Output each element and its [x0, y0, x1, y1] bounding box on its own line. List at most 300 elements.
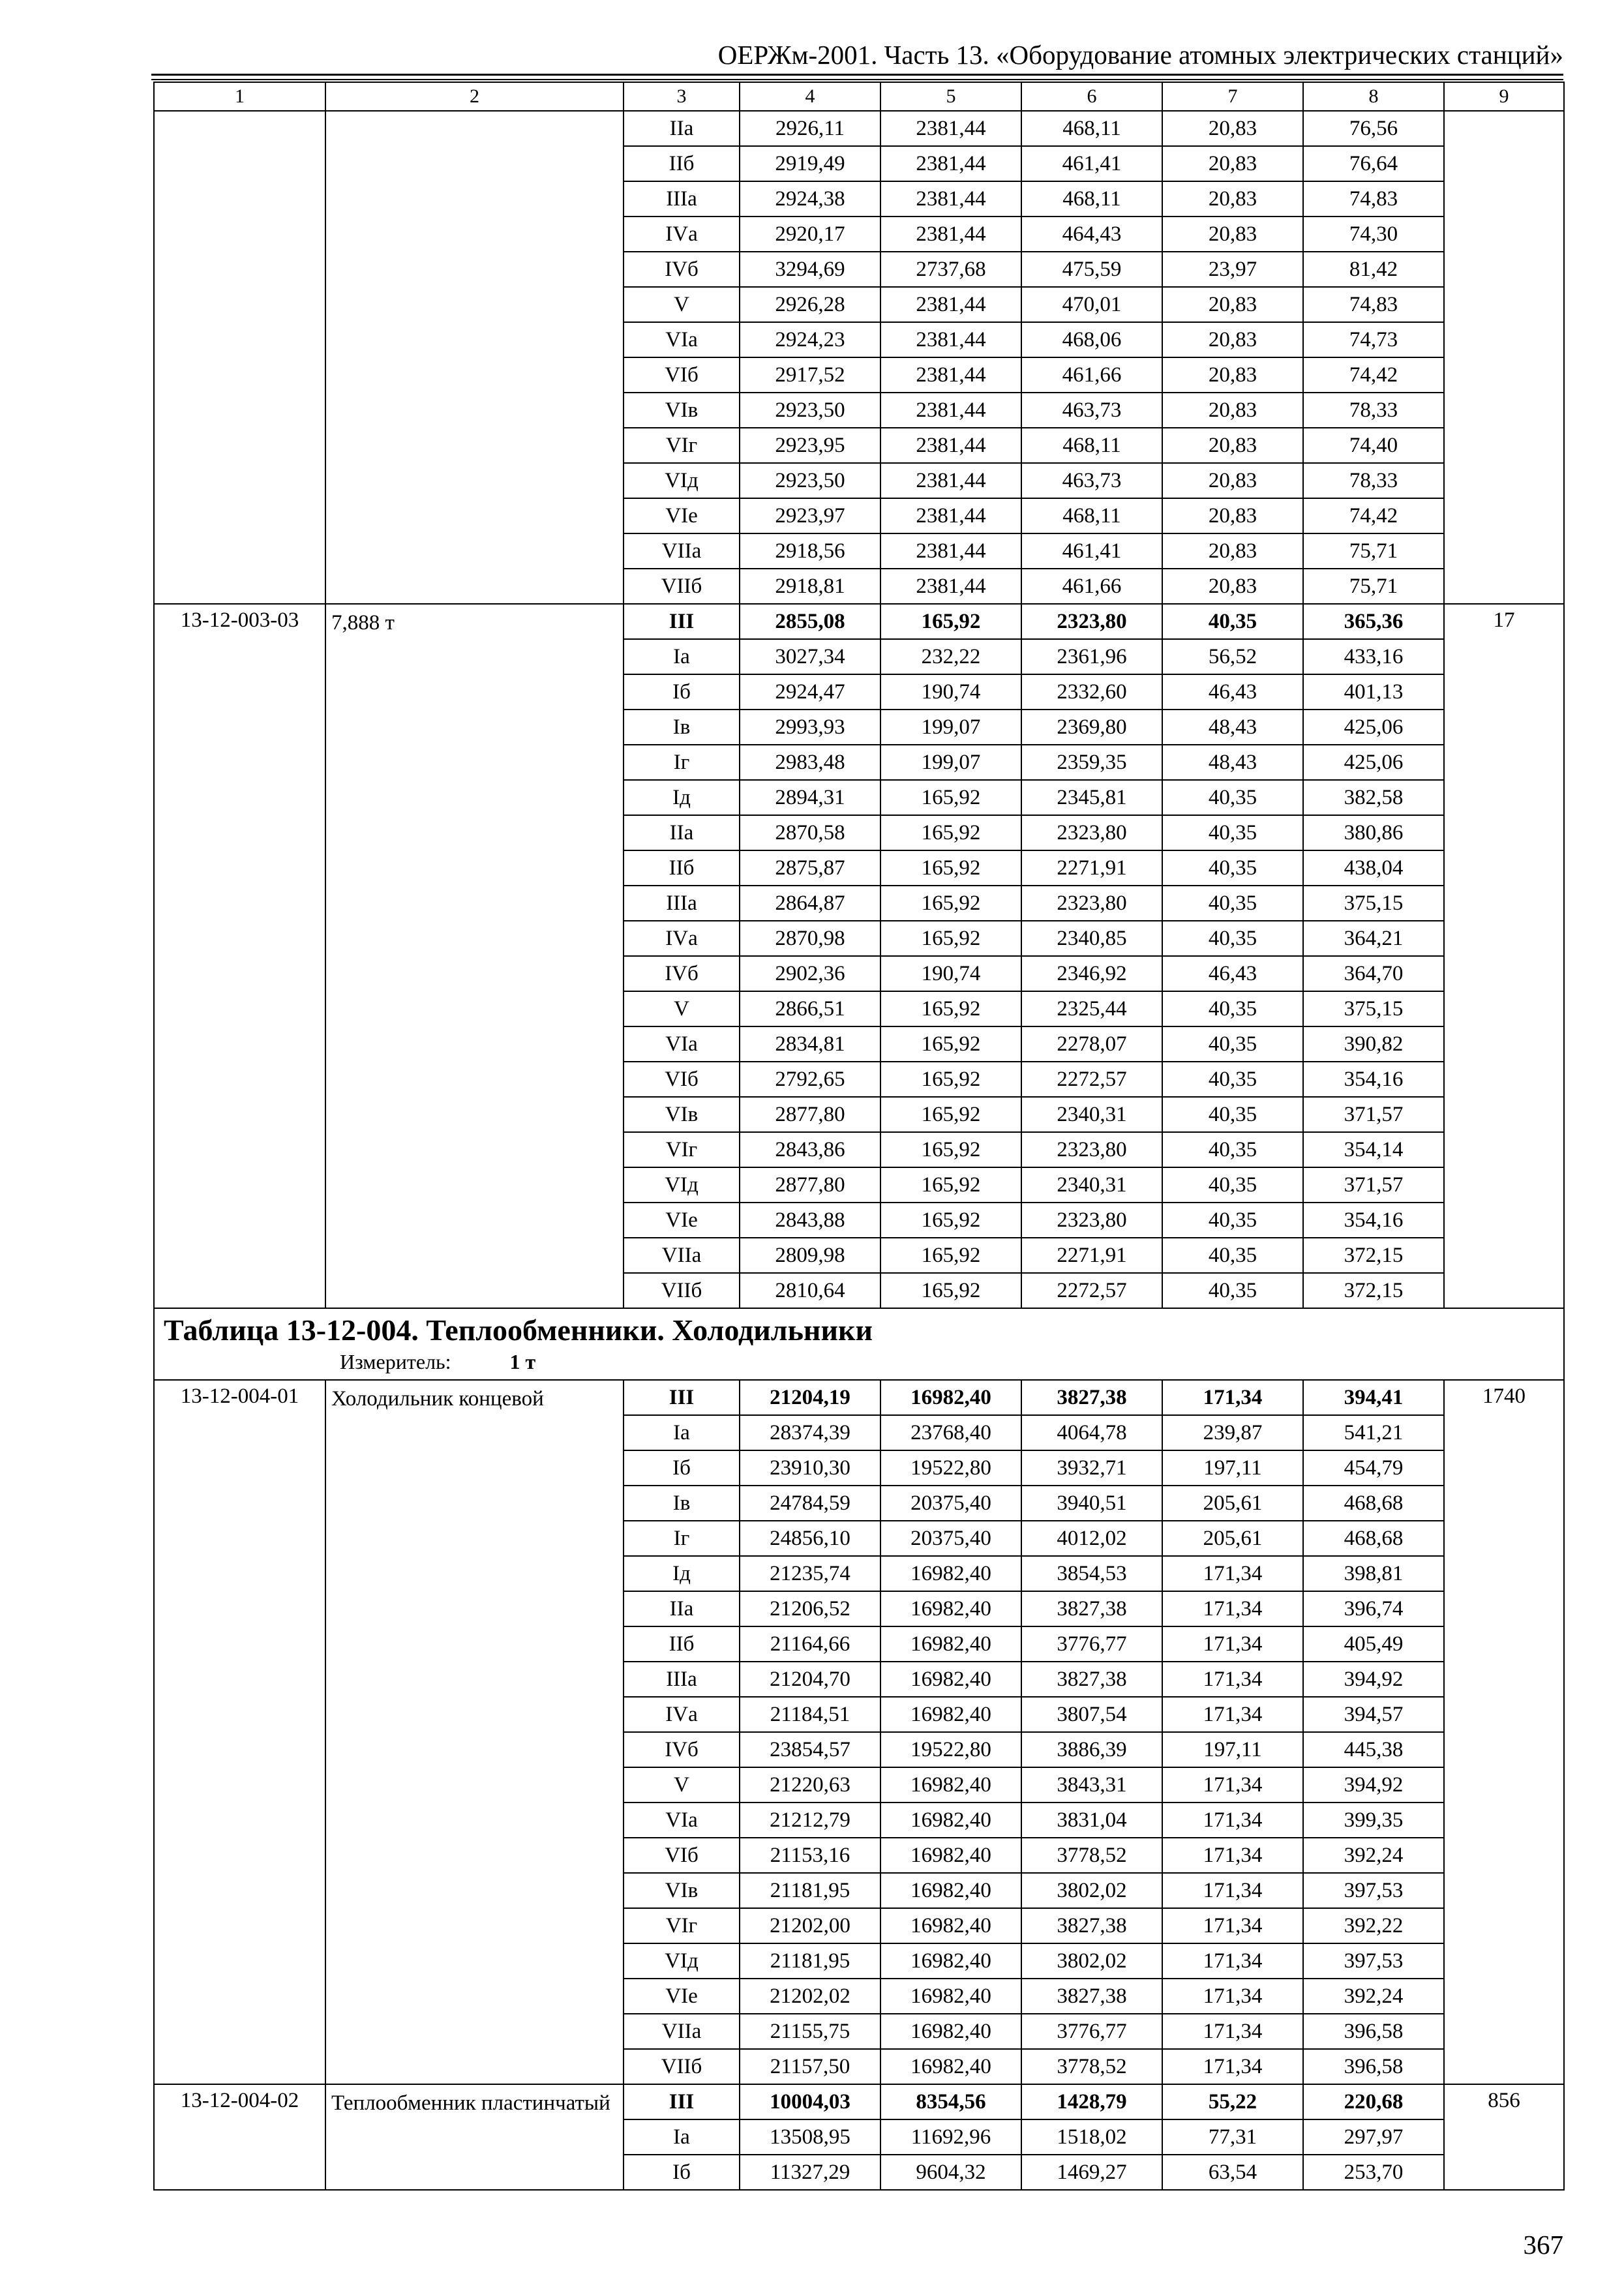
total-cost-cell: 11327,29	[740, 2155, 880, 2190]
zone-cell: IVа	[624, 217, 740, 252]
driver-wages-cell: 171,34	[1162, 1979, 1303, 2014]
wages-cell: 16982,40	[880, 1943, 1021, 1979]
driver-wages-cell: 20,83	[1162, 428, 1303, 463]
total-cost-cell: 24856,10	[740, 1521, 880, 1556]
wages-cell: 2381,44	[880, 181, 1021, 217]
zone-cell: VIд	[624, 463, 740, 498]
total-cost-cell: 2866,51	[740, 991, 880, 1026]
wages-cell: 190,74	[880, 674, 1021, 710]
total-cost-cell: 2983,48	[740, 745, 880, 780]
wages-cell: 2381,44	[880, 357, 1021, 393]
page-header-title: ОЕРЖм-2001. Часть 13. «Оборудование атомных электрических станций»	[717, 40, 1563, 70]
wages-cell: 199,07	[880, 745, 1021, 780]
driver-wages-cell: 40,35	[1162, 850, 1303, 886]
machines-cell: 4064,78	[1021, 1415, 1162, 1450]
wages-cell: 165,92	[880, 815, 1021, 850]
column-number-cell: 4	[740, 82, 880, 111]
total-cost-cell: 2843,86	[740, 1132, 880, 1167]
machines-cell: 464,43	[1021, 217, 1162, 252]
materials-cell: 76,64	[1303, 146, 1444, 181]
materials-cell: 541,21	[1303, 1415, 1444, 1450]
machines-cell: 470,01	[1021, 287, 1162, 322]
zone-cell: VIIа	[624, 533, 740, 569]
driver-wages-cell: 40,35	[1162, 1273, 1303, 1308]
total-cost-cell: 2926,11	[740, 111, 880, 146]
driver-wages-cell: 171,34	[1162, 1943, 1303, 1979]
zone-cell: IVб	[624, 1732, 740, 1767]
materials-cell: 375,15	[1303, 991, 1444, 1026]
driver-wages-cell: 171,34	[1162, 1662, 1303, 1697]
total-cost-cell: 23910,30	[740, 1450, 880, 1486]
driver-wages-cell: 40,35	[1162, 991, 1303, 1026]
materials-cell: 365,36	[1303, 604, 1444, 639]
machines-cell: 3778,52	[1021, 1838, 1162, 1873]
driver-wages-cell: 197,11	[1162, 1450, 1303, 1486]
wages-cell: 232,22	[880, 639, 1021, 674]
machines-cell: 2361,96	[1021, 639, 1162, 674]
materials-cell: 354,14	[1303, 1132, 1444, 1167]
total-cost-cell: 2923,97	[740, 498, 880, 533]
zone-cell: VIIа	[624, 1238, 740, 1273]
table-row	[154, 2084, 1564, 2119]
zone-cell: IVб	[624, 956, 740, 991]
machines-cell: 3827,38	[1021, 1662, 1162, 1697]
zone-cell: VIIб	[624, 569, 740, 604]
labor-cell: 856	[1444, 2084, 1564, 2190]
machines-cell: 2340,31	[1021, 1097, 1162, 1132]
zone-cell: VIIб	[624, 1273, 740, 1308]
wages-cell: 2381,44	[880, 393, 1021, 428]
machines-cell: 2332,60	[1021, 674, 1162, 710]
total-cost-cell: 21220,63	[740, 1767, 880, 1803]
wages-cell: 16982,40	[880, 2014, 1021, 2049]
zone-cell: Iв	[624, 710, 740, 745]
materials-cell: 74,42	[1303, 357, 1444, 393]
item-code: 13-12-003-03	[154, 604, 325, 1308]
wages-cell: 2381,44	[880, 498, 1021, 533]
driver-wages-cell: 56,52	[1162, 639, 1303, 674]
wages-cell: 165,92	[880, 1238, 1021, 1273]
driver-wages-cell: 40,35	[1162, 1097, 1303, 1132]
total-cost-cell: 2855,08	[740, 604, 880, 639]
machines-cell: 4012,02	[1021, 1521, 1162, 1556]
materials-cell: 425,06	[1303, 710, 1444, 745]
item-name: 7,888 т	[325, 604, 624, 1308]
machines-cell: 3802,02	[1021, 1873, 1162, 1908]
machines-cell: 2345,81	[1021, 780, 1162, 815]
zone-cell: VIб	[624, 357, 740, 393]
machines-cell: 3854,53	[1021, 1556, 1162, 1591]
unit-label: Измеритель:	[340, 1349, 451, 1373]
total-cost-cell: 2926,28	[740, 287, 880, 322]
machines-cell: 2272,57	[1021, 1062, 1162, 1097]
machines-cell: 3831,04	[1021, 1803, 1162, 1838]
total-cost-cell: 23854,57	[740, 1732, 880, 1767]
total-cost-cell: 2792,65	[740, 1062, 880, 1097]
total-cost-cell: 21202,00	[740, 1908, 880, 1943]
driver-wages-cell: 20,83	[1162, 463, 1303, 498]
driver-wages-cell: 171,34	[1162, 1591, 1303, 1626]
machines-cell: 3843,31	[1021, 1767, 1162, 1803]
zone-cell: VIе	[624, 498, 740, 533]
wages-cell: 16982,40	[880, 1908, 1021, 1943]
item-name: Холодильник концевой	[325, 1380, 624, 2084]
total-cost-cell: 21184,51	[740, 1697, 880, 1732]
total-cost-cell: 2923,50	[740, 393, 880, 428]
machines-cell: 475,59	[1021, 252, 1162, 287]
machines-cell: 3827,38	[1021, 1979, 1162, 2014]
total-cost-cell: 2924,47	[740, 674, 880, 710]
machines-cell: 2323,80	[1021, 815, 1162, 850]
wages-cell: 165,92	[880, 780, 1021, 815]
column-number-row	[154, 82, 1564, 111]
table-body	[154, 82, 1564, 2190]
zone-cell: Iб	[624, 2155, 740, 2190]
machines-cell: 2323,80	[1021, 604, 1162, 639]
table-row	[154, 111, 1564, 146]
wages-cell: 165,92	[880, 1203, 1021, 1238]
column-number-cell: 2	[325, 82, 624, 111]
materials-cell: 382,58	[1303, 780, 1444, 815]
wages-cell: 165,92	[880, 604, 1021, 639]
driver-wages-cell: 40,35	[1162, 780, 1303, 815]
wages-cell: 20375,40	[880, 1521, 1021, 1556]
wages-cell: 16982,40	[880, 1591, 1021, 1626]
machines-cell: 2272,57	[1021, 1273, 1162, 1308]
materials-cell: 74,83	[1303, 181, 1444, 217]
zone-cell: IIб	[624, 850, 740, 886]
total-cost-cell: 2809,98	[740, 1238, 880, 1273]
machines-cell: 3776,77	[1021, 1626, 1162, 1662]
driver-wages-cell: 46,43	[1162, 674, 1303, 710]
zone-cell: VIд	[624, 1167, 740, 1203]
total-cost-cell: 3027,34	[740, 639, 880, 674]
total-cost-cell: 2870,58	[740, 815, 880, 850]
item-name: Теплообменник пластинчатый	[325, 2084, 624, 2190]
driver-wages-cell: 20,83	[1162, 111, 1303, 146]
driver-wages-cell: 46,43	[1162, 956, 1303, 991]
wages-cell: 2381,44	[880, 569, 1021, 604]
materials-cell: 74,73	[1303, 322, 1444, 357]
wages-cell: 165,92	[880, 886, 1021, 921]
labor-cell: 17	[1444, 604, 1564, 1308]
total-cost-cell: 3294,69	[740, 252, 880, 287]
zone-cell: VIа	[624, 1803, 740, 1838]
machines-cell: 468,11	[1021, 428, 1162, 463]
machines-cell: 3776,77	[1021, 2014, 1162, 2049]
driver-wages-cell: 20,83	[1162, 498, 1303, 533]
materials-cell: 468,68	[1303, 1486, 1444, 1521]
driver-wages-cell: 171,34	[1162, 1626, 1303, 1662]
materials-cell: 392,22	[1303, 1908, 1444, 1943]
labor-cell	[1444, 111, 1564, 604]
wages-cell: 2381,44	[880, 463, 1021, 498]
table-row	[154, 604, 1564, 639]
machines-cell: 3827,38	[1021, 1591, 1162, 1626]
wages-cell: 165,92	[880, 1167, 1021, 1203]
zone-cell: Iб	[624, 1450, 740, 1486]
zone-cell: Iв	[624, 1486, 740, 1521]
wages-cell: 16982,40	[880, 1838, 1021, 1873]
column-number-cell: 6	[1021, 82, 1162, 111]
driver-wages-cell: 171,34	[1162, 1380, 1303, 1415]
section-header	[154, 1308, 1564, 1380]
total-cost-cell: 28374,39	[740, 1415, 880, 1450]
column-number-cell: 9	[1444, 82, 1564, 111]
driver-wages-cell: 77,31	[1162, 2119, 1303, 2155]
machines-cell: 2271,91	[1021, 1238, 1162, 1273]
machines-cell: 1428,79	[1021, 2084, 1162, 2119]
item-code	[154, 111, 325, 604]
total-cost-cell: 21153,16	[740, 1838, 880, 1873]
wages-cell: 11692,96	[880, 2119, 1021, 2155]
driver-wages-cell: 205,61	[1162, 1486, 1303, 1521]
materials-cell: 364,21	[1303, 921, 1444, 956]
materials-cell: 364,70	[1303, 956, 1444, 991]
driver-wages-cell: 171,34	[1162, 1873, 1303, 1908]
total-cost-cell: 2902,36	[740, 956, 880, 991]
wages-cell: 165,92	[880, 991, 1021, 1026]
zone-cell: VIв	[624, 1873, 740, 1908]
materials-cell: 74,30	[1303, 217, 1444, 252]
zone-cell: IIIа	[624, 886, 740, 921]
unit-value: 1 т	[509, 1349, 536, 1373]
driver-wages-cell: 171,34	[1162, 1803, 1303, 1838]
total-cost-cell: 2870,98	[740, 921, 880, 956]
header-rule-double	[151, 79, 1563, 80]
machines-cell: 3886,39	[1021, 1732, 1162, 1767]
driver-wages-cell: 63,54	[1162, 2155, 1303, 2190]
wages-cell: 16982,40	[880, 2049, 1021, 2084]
page-number: 367	[1523, 2230, 1563, 2260]
prices-table	[153, 82, 1565, 2191]
total-cost-cell: 2924,23	[740, 322, 880, 357]
driver-wages-cell: 40,35	[1162, 1167, 1303, 1203]
machines-cell: 3932,71	[1021, 1450, 1162, 1486]
total-cost-cell: 2923,95	[740, 428, 880, 463]
driver-wages-cell: 40,35	[1162, 921, 1303, 956]
wages-cell: 2381,44	[880, 428, 1021, 463]
wages-cell: 19522,80	[880, 1450, 1021, 1486]
driver-wages-cell: 40,35	[1162, 1026, 1303, 1062]
zone-cell: Iа	[624, 639, 740, 674]
total-cost-cell: 2923,50	[740, 463, 880, 498]
total-cost-cell: 21204,19	[740, 1380, 880, 1415]
header-rule	[151, 74, 1563, 76]
materials-cell: 468,68	[1303, 1521, 1444, 1556]
zone-cell: VIб	[624, 1838, 740, 1873]
machines-cell: 463,73	[1021, 463, 1162, 498]
total-cost-cell: 2864,87	[740, 886, 880, 921]
zone-cell: VIг	[624, 428, 740, 463]
total-cost-cell: 13508,95	[740, 2119, 880, 2155]
total-cost-cell: 21181,95	[740, 1873, 880, 1908]
materials-cell: 75,71	[1303, 569, 1444, 604]
driver-wages-cell: 205,61	[1162, 1521, 1303, 1556]
wages-cell: 16982,40	[880, 1767, 1021, 1803]
materials-cell: 394,92	[1303, 1662, 1444, 1697]
total-cost-cell: 2875,87	[740, 850, 880, 886]
driver-wages-cell: 20,83	[1162, 181, 1303, 217]
wages-cell: 16982,40	[880, 1697, 1021, 1732]
wages-cell: 2381,44	[880, 111, 1021, 146]
driver-wages-cell: 171,34	[1162, 2014, 1303, 2049]
materials-cell: 445,38	[1303, 1732, 1444, 1767]
total-cost-cell: 2924,38	[740, 181, 880, 217]
section-title: Таблица 13-12-004. Теплообменники. Холодильники	[164, 1313, 873, 1347]
materials-cell: 398,81	[1303, 1556, 1444, 1591]
materials-cell: 81,42	[1303, 252, 1444, 287]
materials-cell: 392,24	[1303, 1979, 1444, 2014]
wages-cell: 9604,32	[880, 2155, 1021, 2190]
zone-cell: VIв	[624, 1097, 740, 1132]
column-number-cell: 1	[154, 82, 325, 111]
materials-cell: 405,49	[1303, 1626, 1444, 1662]
driver-wages-cell: 20,83	[1162, 533, 1303, 569]
driver-wages-cell: 171,34	[1162, 1697, 1303, 1732]
zone-cell: VIе	[624, 1979, 740, 2014]
materials-cell: 390,82	[1303, 1026, 1444, 1062]
wages-cell: 16982,40	[880, 1556, 1021, 1591]
wages-cell: 2381,44	[880, 322, 1021, 357]
zone-cell: VIа	[624, 1026, 740, 1062]
wages-cell: 23768,40	[880, 1415, 1021, 1450]
wages-cell: 16982,40	[880, 1626, 1021, 1662]
total-cost-cell: 10004,03	[740, 2084, 880, 2119]
wages-cell: 199,07	[880, 710, 1021, 745]
materials-cell: 220,68	[1303, 2084, 1444, 2119]
driver-wages-cell: 55,22	[1162, 2084, 1303, 2119]
total-cost-cell: 21212,79	[740, 1803, 880, 1838]
zone-cell: IIIа	[624, 1662, 740, 1697]
table-row	[154, 1380, 1564, 1415]
column-number-cell: 8	[1303, 82, 1444, 111]
driver-wages-cell: 20,83	[1162, 322, 1303, 357]
materials-cell: 76,56	[1303, 111, 1444, 146]
materials-cell: 74,40	[1303, 428, 1444, 463]
materials-cell: 438,04	[1303, 850, 1444, 886]
total-cost-cell: 21181,95	[740, 1943, 880, 1979]
wages-cell: 2381,44	[880, 287, 1021, 322]
driver-wages-cell: 171,34	[1162, 2049, 1303, 2084]
wages-cell: 165,92	[880, 850, 1021, 886]
total-cost-cell: 2918,81	[740, 569, 880, 604]
machines-cell: 468,11	[1021, 498, 1162, 533]
machines-cell: 2323,80	[1021, 1203, 1162, 1238]
total-cost-cell: 21164,66	[740, 1626, 880, 1662]
machines-cell: 2325,44	[1021, 991, 1162, 1026]
materials-cell: 397,53	[1303, 1943, 1444, 1979]
materials-cell: 354,16	[1303, 1062, 1444, 1097]
driver-wages-cell: 20,83	[1162, 287, 1303, 322]
total-cost-cell: 2918,56	[740, 533, 880, 569]
driver-wages-cell: 171,34	[1162, 1908, 1303, 1943]
machines-cell: 2369,80	[1021, 710, 1162, 745]
zone-cell: V	[624, 287, 740, 322]
wages-cell: 16982,40	[880, 1380, 1021, 1415]
zone-cell: Iг	[624, 745, 740, 780]
materials-cell: 74,83	[1303, 287, 1444, 322]
zone-cell: IIа	[624, 111, 740, 146]
wages-cell: 165,92	[880, 1026, 1021, 1062]
driver-wages-cell: 40,35	[1162, 815, 1303, 850]
machines-cell: 2271,91	[1021, 850, 1162, 886]
wages-cell: 2381,44	[880, 146, 1021, 181]
machines-cell: 468,11	[1021, 111, 1162, 146]
total-cost-cell: 2877,80	[740, 1097, 880, 1132]
machines-cell: 3827,38	[1021, 1908, 1162, 1943]
machines-cell: 468,11	[1021, 181, 1162, 217]
wages-cell: 20375,40	[880, 1486, 1021, 1521]
item-code: 13-12-004-02	[154, 2084, 325, 2190]
driver-wages-cell: 40,35	[1162, 1062, 1303, 1097]
zone-cell: V	[624, 991, 740, 1026]
wages-cell: 165,92	[880, 1132, 1021, 1167]
materials-cell: 372,15	[1303, 1273, 1444, 1308]
materials-cell: 394,92	[1303, 1767, 1444, 1803]
zone-cell: VIIа	[624, 2014, 740, 2049]
machines-cell: 3802,02	[1021, 1943, 1162, 1979]
wages-cell: 165,92	[880, 1273, 1021, 1308]
machines-cell: 463,73	[1021, 393, 1162, 428]
wages-cell: 2737,68	[880, 252, 1021, 287]
materials-cell: 399,35	[1303, 1803, 1444, 1838]
wages-cell: 2381,44	[880, 533, 1021, 569]
zone-cell: Iб	[624, 674, 740, 710]
zone-cell: IIб	[624, 146, 740, 181]
materials-cell: 396,74	[1303, 1591, 1444, 1626]
materials-cell: 375,15	[1303, 886, 1444, 921]
materials-cell: 425,06	[1303, 745, 1444, 780]
total-cost-cell: 2993,93	[740, 710, 880, 745]
zone-cell: VIв	[624, 393, 740, 428]
materials-cell: 397,53	[1303, 1873, 1444, 1908]
machines-cell: 2346,92	[1021, 956, 1162, 991]
total-cost-cell: 24784,59	[740, 1486, 880, 1521]
wages-cell: 2381,44	[880, 217, 1021, 252]
total-cost-cell: 21206,52	[740, 1591, 880, 1626]
total-cost-cell: 2894,31	[740, 780, 880, 815]
materials-cell: 372,15	[1303, 1238, 1444, 1273]
zone-cell: IIб	[624, 1626, 740, 1662]
zone-cell: Iа	[624, 1415, 740, 1450]
total-cost-cell: 21204,70	[740, 1662, 880, 1697]
driver-wages-cell: 20,83	[1162, 569, 1303, 604]
driver-wages-cell: 171,34	[1162, 1767, 1303, 1803]
driver-wages-cell: 40,35	[1162, 886, 1303, 921]
materials-cell: 433,16	[1303, 639, 1444, 674]
wages-cell: 16982,40	[880, 1873, 1021, 1908]
total-cost-cell: 21155,75	[740, 2014, 880, 2049]
wages-cell: 8354,56	[880, 2084, 1021, 2119]
zone-cell: III	[624, 604, 740, 639]
column-number-cell: 3	[624, 82, 740, 111]
column-number-cell: 7	[1162, 82, 1303, 111]
machines-cell: 2340,31	[1021, 1167, 1162, 1203]
wages-cell: 16982,40	[880, 1662, 1021, 1697]
driver-wages-cell: 197,11	[1162, 1732, 1303, 1767]
zone-cell: VIIб	[624, 2049, 740, 2084]
materials-cell: 78,33	[1303, 463, 1444, 498]
total-cost-cell: 2877,80	[740, 1167, 880, 1203]
zone-cell: VIг	[624, 1908, 740, 1943]
machines-cell: 461,41	[1021, 146, 1162, 181]
wages-cell: 19522,80	[880, 1732, 1021, 1767]
machines-cell: 2359,35	[1021, 745, 1162, 780]
zone-cell: VIд	[624, 1943, 740, 1979]
unit-line	[164, 1347, 1563, 1372]
driver-wages-cell: 40,35	[1162, 604, 1303, 639]
